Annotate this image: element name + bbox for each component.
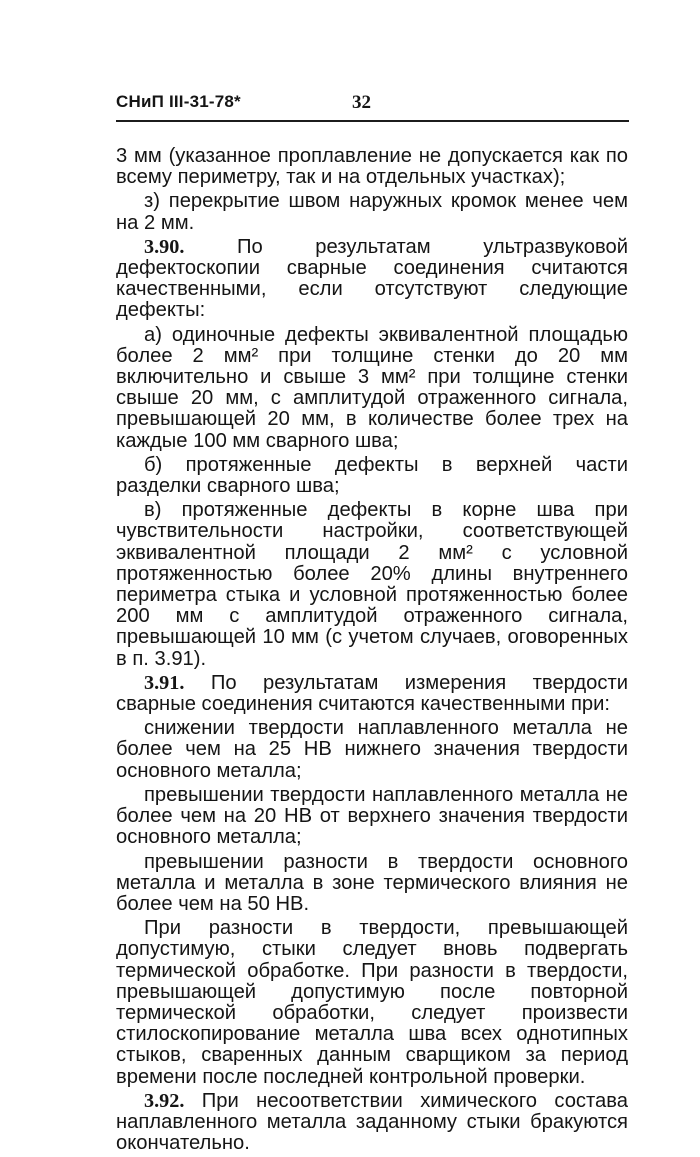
clause-text: По результатам ультразвуковой дефектоскопии сварные соединения считаются качественными, если отсутствуют следующие дефекты:: [116, 235, 628, 322]
clause-number: 3.91.: [144, 671, 185, 694]
document-code: СНиП III-31-78*: [116, 92, 241, 111]
condition-item: превышении разности в твердости основного металла и металла в зоне термического влияния не более чем на 50 НВ.: [116, 850, 628, 915]
header-rule: [116, 120, 629, 122]
page-number: 32: [352, 92, 371, 113]
clause-text: По результатам измерения твердости сварные соединения считаются качественными при:: [116, 671, 628, 716]
running-header: [116, 88, 628, 116]
condition-item: превышении твердости наплавленного металла не более чем на 20 НВ от верхнего значения твердости основного металла;: [116, 783, 628, 849]
list-item-v: в) протяженные дефекты в корне шва при чувствительности настройки, соответствующей эквивалентной площади 2 мм² с условной протяженностью более 20% длины внутреннего периметра стыка и условной протяженностью более 200 мм с амплитудой отраженного сигнала, превышающей 10 мм (с учетом случаев, оговоренных в п. 3.91).: [116, 499, 628, 670]
list-item-b: б) протяженные дефекты в верхней части разделки сварного шва;: [116, 453, 628, 498]
clause-number: 3.90.: [144, 235, 185, 258]
clause-3-91: [116, 673, 628, 715]
clause-3-92: [116, 1091, 628, 1155]
paragraph: При разности в твердости, превышающей допустимую, стыки следует вновь подвергать термической обработке. При разности в твердости, превышающей допустимую после повторной термической обработки, следует произвести стилоскопирование металла шва всех однотипных стыков, сваренных данным сварщиком за период времени после последней контрольной проверки.: [116, 917, 628, 1088]
clause-number: 3.92.: [144, 1089, 185, 1112]
list-item-a: а) одиночные дефекты эквивалентной площадью более 2 мм² при толщине стенки до 20 мм включительно и свыше 3 мм² при толщине стенки свыше 20 мм, с амплитудой отраженного сигнала, превышающей 20 мм, в количестве более трех на каждые 100 мм сварного шва;: [116, 323, 628, 452]
list-item-z: з) перекрытие швом наружных кромок менее чем на 2 мм.: [116, 190, 628, 234]
clause-text: При несоответствии химического состава наплавленного металла заданному стыки бракуются окончательно.: [116, 1089, 628, 1155]
document-body: [116, 146, 628, 1157]
clause-3-90: [116, 237, 628, 322]
paragraph: 3 мм (указанное проплавление не допускается как по всему периметру, так и на отдельных участках);: [116, 145, 628, 189]
condition-item: снижении твердости наплавленного металла не более чем на 25 НВ нижнего значения твердости основного металла;: [116, 717, 628, 782]
